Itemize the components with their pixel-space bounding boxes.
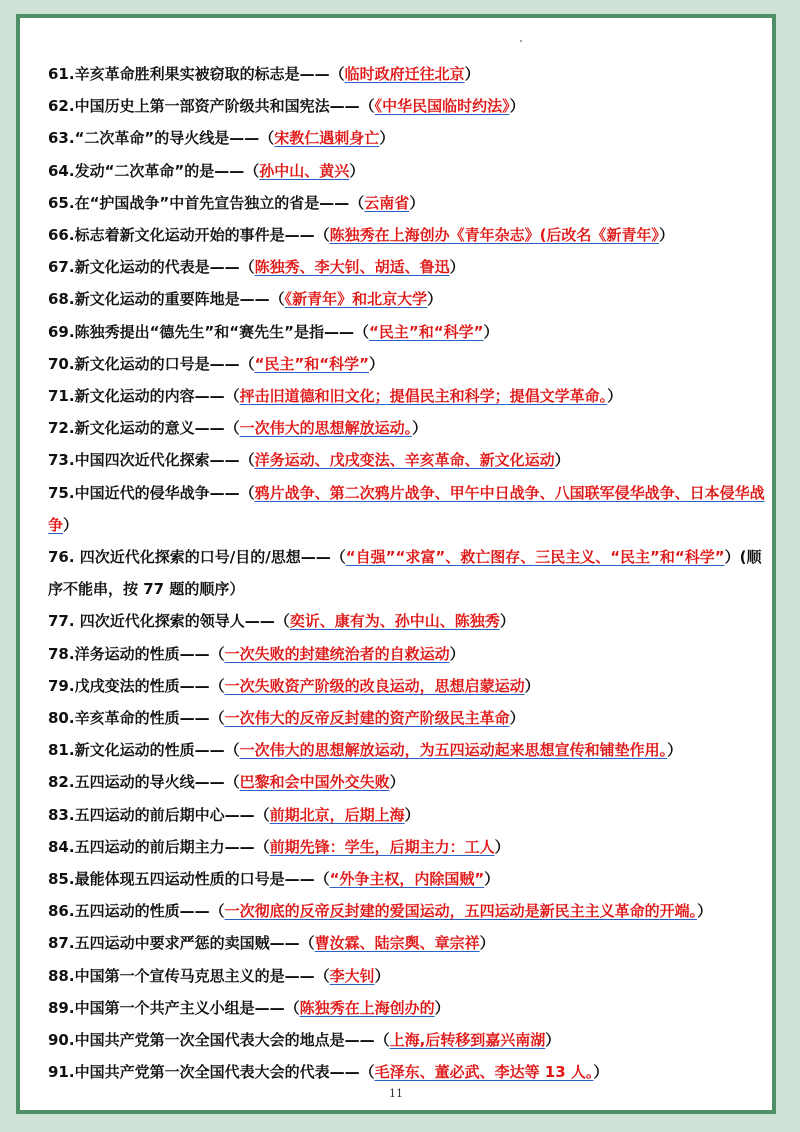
question-text: 64.发动“二次革命”的是——（ — [48, 161, 260, 180]
question-text: 69.陈独秀提出“德先生”和“赛先生”是指——（ — [48, 322, 370, 341]
answer-text: 李大钊 — [329, 966, 375, 985]
answer-text: 一次失败资产阶级的改良运动，思想启蒙运动 — [224, 676, 525, 695]
question-text: 86.五四运动的性质——（ — [48, 902, 225, 921]
answer-text: 《新青年》和北京大学 — [284, 290, 428, 309]
closing-paren: ） — [593, 1063, 609, 1082]
question-text: 80.辛亥革命的性质——（ — [48, 709, 225, 728]
answer-text: “自强”“求富”、救亡图存、三民主义、“民主”和“科学” — [345, 548, 725, 567]
answer-text: 一次伟大的思想解放运动，为五四运动起来思想宣传和铺垫作用。 — [239, 741, 668, 760]
question-text: 82.五四运动的导火线——（ — [48, 773, 240, 792]
qa-item — [48, 251, 768, 283]
closing-paren: ） — [697, 902, 713, 921]
closing-paren: ） — [389, 773, 405, 792]
qa-item — [48, 187, 768, 219]
question-text: 87.五四运动中要求严惩的卖国贼——（ — [48, 934, 315, 953]
closing-paren: ） — [427, 290, 443, 309]
question-text: 68.新文化运动的重要阵地是——（ — [48, 290, 285, 309]
answer-text: 前期北京，后期上海 — [269, 805, 405, 824]
closing-paren: ） — [374, 966, 390, 985]
closing-paren: ） — [412, 419, 428, 438]
document-page — [16, 14, 776, 1114]
closing-paren: ） — [484, 870, 500, 889]
answer-text: 《中华民国临时约法》 — [374, 97, 510, 116]
question-text: 65.在“护国战争”中首先宣告独立的省是——（ — [48, 193, 365, 212]
qa-item — [48, 766, 768, 798]
answer-text: 前期先锋：学生，后期主力：工人 — [269, 837, 495, 856]
closing-paren: ） — [524, 676, 540, 695]
answer-text: 洋务运动、戊戌变法、辛亥革命、新文化运动 — [254, 451, 555, 470]
answer-text: 临时政府迁往北京 — [344, 65, 465, 83]
answer-text: 一次彻底的反帝反封建的爱国运动，五四运动是新民主主义革命的开端。 — [224, 902, 698, 921]
question-text: 84.五四运动的前后期主力——（ — [48, 837, 270, 856]
answer-text: 宋教仁遇刺身亡 — [274, 129, 380, 148]
question-text: 88.中国第一个宣传马克思主义的是——（ — [48, 966, 330, 985]
question-text: 71.新文化运动的内容——（ — [48, 387, 240, 406]
answer-text: 上海,后转移到嘉兴南湖 — [389, 1031, 546, 1050]
qa-list — [48, 58, 768, 1089]
closing-paren: ） — [379, 129, 395, 148]
answer-text: 奕䜣、康有为、孙中山、陈独秀 — [289, 612, 500, 631]
closing-paren: ） — [404, 805, 420, 824]
closing-paren: ） — [667, 741, 683, 760]
qa-item — [48, 927, 768, 959]
closing-paren: ） — [607, 387, 623, 406]
closing-paren: ） — [464, 65, 480, 83]
closing-paren: ） — [545, 1031, 561, 1050]
qa-item — [48, 960, 768, 992]
question-text: 81.新文化运动的性质——（ — [48, 741, 240, 760]
answer-text: 孙中山、黄兴 — [259, 161, 350, 180]
question-text: 85.最能体现五四运动性质的口号是——（ — [48, 870, 330, 889]
qa-item — [48, 444, 768, 476]
question-text: 66.标志着新文化运动开始的事件是——（ — [48, 226, 330, 245]
question-text: 91.中国共产党第一次全国代表大会的代表——（ — [48, 1063, 375, 1082]
question-text: 76. 四次近代化探索的口号/目的/思想——（ — [48, 548, 346, 567]
answer-text: “民主”和“科学” — [369, 322, 484, 341]
question-text: 77. 四次近代化探索的领导人——（ — [48, 612, 290, 631]
qa-item — [48, 122, 768, 154]
qa-item — [48, 477, 768, 541]
qa-item — [48, 283, 768, 315]
qa-item — [48, 348, 768, 380]
closing-paren: ） — [369, 354, 385, 373]
answer-text: 一次伟大的反帝反封建的资产阶级民主革命 — [224, 709, 510, 728]
qa-item — [48, 58, 768, 90]
question-text: 70.新文化运动的口号是——（ — [48, 354, 255, 373]
answer-text: 抨击旧道德和旧文化；提倡民主和科学；提倡文学革命。 — [239, 387, 608, 406]
answer-text: “外争主权，内除国贼” — [329, 870, 485, 889]
qa-item — [48, 895, 768, 927]
answer-text: 毛泽东、董必武、李达等 13 人。 — [374, 1063, 594, 1082]
closing-paren: ） — [63, 515, 79, 534]
question-text: 75.中国近代的侵华战争——（ — [48, 483, 255, 502]
closing-paren: ） — [494, 837, 510, 856]
qa-item — [48, 863, 768, 895]
qa-item — [48, 316, 768, 348]
closing-paren: ） — [554, 451, 570, 470]
qa-item — [48, 1056, 768, 1088]
qa-item — [48, 799, 768, 831]
qa-item — [48, 638, 768, 670]
question-text: 67.新文化运动的代表是——（ — [48, 258, 255, 277]
answer-text: 云南省 — [364, 193, 410, 212]
qa-item — [48, 605, 768, 637]
answer-text: 曹汝霖、陆宗舆、章宗祥 — [314, 934, 480, 953]
qa-item — [48, 380, 768, 412]
answer-text: 陈独秀在上海创办《青年杂志》(后改名《新青年》 — [329, 226, 659, 245]
qa-item — [48, 831, 768, 863]
question-text: 89.中国第一个共产主义小组是——（ — [48, 998, 300, 1017]
closing-paren: ） — [509, 709, 525, 728]
answer-text: 巴黎和会中国外交失败 — [239, 773, 390, 792]
qa-item — [48, 1024, 768, 1056]
qa-item — [48, 541, 768, 605]
closing-paren: ） — [479, 934, 495, 953]
question-text: 90.中国共产党第一次全国代表大会的地点是——（ — [48, 1031, 390, 1050]
question-text: 61.辛亥革命胜利果实被窃取的标志是——（ — [48, 65, 345, 83]
qa-item — [48, 90, 768, 122]
answer-text: 一次伟大的思想解放运动。 — [239, 419, 413, 438]
answer-text: 一次失败的封建统治者的自救运动 — [224, 644, 450, 663]
question-text: 62.中国历史上第一部资产阶级共和国宪法——（ — [48, 97, 375, 116]
closing-paren: ） — [409, 193, 425, 212]
closing-paren: ） — [434, 998, 450, 1017]
question-text: 78.洋务运动的性质——（ — [48, 644, 225, 663]
qa-item — [48, 992, 768, 1024]
qa-item — [48, 702, 768, 734]
qa-item — [48, 670, 768, 702]
answer-text: 陈独秀在上海创办的 — [299, 998, 435, 1017]
qa-item — [48, 155, 768, 187]
page-number: 11 — [389, 1087, 403, 1100]
closing-paren: ） — [658, 226, 674, 245]
question-text: 79.戊戌变法的性质——（ — [48, 676, 225, 695]
answer-text: 陈独秀、李大钊、胡适、鲁迅 — [254, 258, 450, 277]
speck — [520, 40, 522, 42]
closing-paren: ） — [349, 161, 365, 180]
qa-item — [48, 734, 768, 766]
closing-paren: ） — [499, 612, 515, 631]
answer-text: “民主”和“科学” — [254, 354, 370, 373]
question-text: 63.“二次革命”的导火线是——（ — [48, 129, 275, 148]
question-text: 73.中国四次近代化探索——（ — [48, 451, 255, 470]
question-text: 83.五四运动的前后期中心——（ — [48, 805, 270, 824]
closing-paren: ） — [483, 322, 499, 341]
closing-paren: ）(顺序不能串，按 77 题的顺序） — [48, 548, 762, 599]
qa-item — [48, 219, 768, 251]
closing-paren: ） — [449, 644, 465, 663]
closing-paren: ） — [449, 258, 465, 277]
closing-paren: ） — [509, 97, 525, 116]
answer-text: 鸦片战争、第二次鸦片战争、甲午中日战争、八国联军侵华战争、日本侵华战争 — [48, 483, 765, 534]
qa-item — [48, 412, 768, 444]
question-text: 72.新文化运动的意义——（ — [48, 419, 240, 438]
